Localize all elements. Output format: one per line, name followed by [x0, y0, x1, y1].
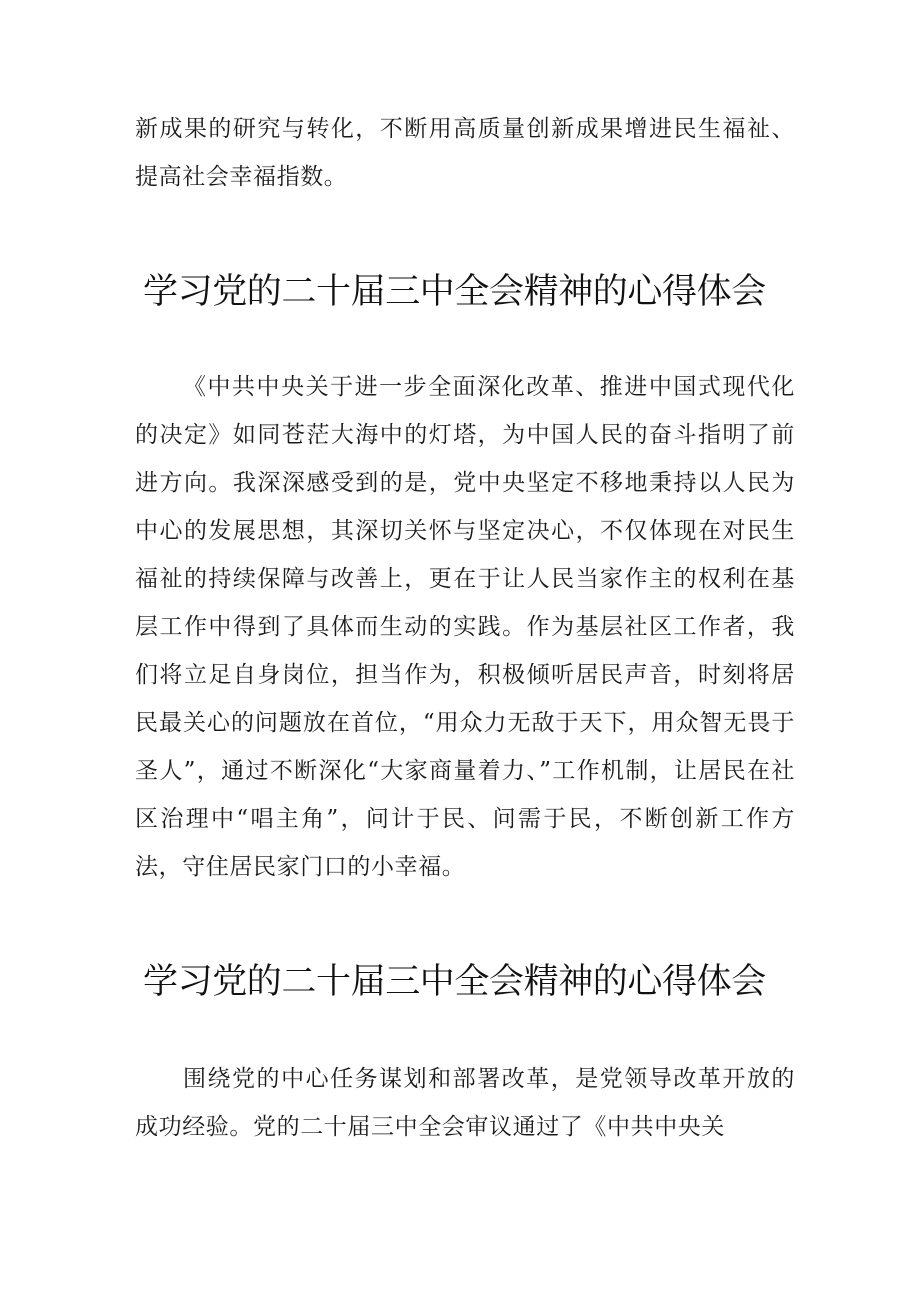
section-heading-2: 学习党的二十届三中全会精神的心得体会 — [143, 962, 766, 1002]
section-paragraph-block-1 — [135, 363, 795, 891]
section-paragraph-2: 围绕党的中心任务谋划和部署改革，是党领导改革开放的成功经验。党的二十届三中全会审议通过了《中共中央关 — [135, 1066, 795, 1140]
section-heading-1: 学习党的二十届三中全会精神的心得体会 — [143, 272, 766, 312]
section-paragraph-block-2 — [135, 1055, 795, 1151]
continued-paragraph: 新成果的研究与转化，不断用高质量创新成果增进民生福祉、提高社会幸福指数。 — [135, 116, 795, 190]
continued-paragraph-block — [135, 105, 795, 201]
section-paragraph-1: 《中共中央关于进一步全面深化改革、推进中国式现代化的决定》如同苍茫大海中的灯塔，为中国人民的奋斗指明了前进方向。我深深感受到的是，党中央坚定不移地秉持以人民为中心的发展思想，其深切关怀与坚定决心，不仅体现在对民生福祉的持续保障与改善上，更在于让人民当家作主的权利在基层工作中得到了具体而生动的实践。作为基层社区工作者，我们将立足自身岗位，担当作为，积极倾听居民声音，时刻将居民最关心的问题放在首位，“用众力无敌于天下，用众智无畏于圣人”，通过不断深化“大家商量着力、”工作机制，让居民在社区治理中“唱主角”，问计于民、问需于民，不断创新工作方法，守住居民家门口的小幸福。 — [135, 374, 795, 880]
